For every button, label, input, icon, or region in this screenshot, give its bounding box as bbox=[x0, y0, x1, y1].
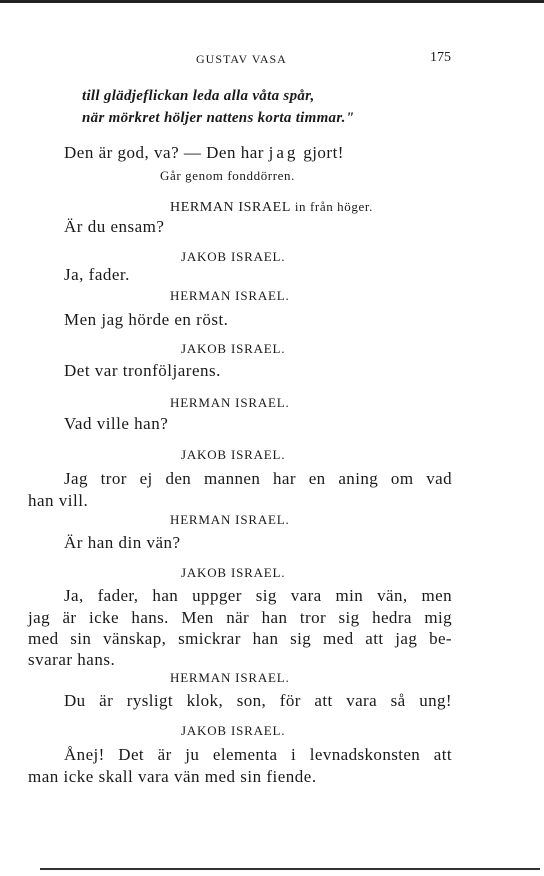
speaker-name: HERMAN ISRAEL. bbox=[170, 288, 290, 303]
speaker-name: HERMAN ISRAEL. bbox=[170, 512, 290, 527]
dialogue-line: Det var tronföljarens. bbox=[64, 361, 221, 380]
top-border bbox=[0, 0, 544, 3]
verse-line-2: när mörkret höljer nattens korta timmar." bbox=[82, 110, 355, 126]
emphasized-word: jag bbox=[268, 143, 299, 162]
dialogue-line: han vill. bbox=[28, 491, 89, 510]
speaker-name: HERMAN ISRAEL. bbox=[170, 670, 290, 685]
page-number: 175 bbox=[430, 50, 451, 65]
stage-direction-text: in från höger. bbox=[294, 199, 373, 214]
speaker-name: HERMAN ISRAEL bbox=[170, 200, 291, 215]
speaker-name: JAKOB ISRAEL. bbox=[181, 447, 286, 462]
speaker-name: JAKOB ISRAEL. bbox=[181, 565, 286, 580]
dialogue-line: Ånej! Det är ju elementa i levnadskonsten att bbox=[64, 745, 452, 764]
dialogue-line: Men jag hörde en röst. bbox=[64, 310, 229, 329]
dialogue-line: jag är icke hans. Men när han tror sig hedra mig bbox=[28, 608, 452, 627]
dialogue-line: Ja, fader, han uppger sig vara min vän, men bbox=[64, 586, 452, 605]
verse-line-1: till glädjeflickan leda alla våta spår, bbox=[82, 88, 315, 104]
dialogue-line: Du är rysligt klok, son, för att vara så ung! bbox=[64, 691, 452, 710]
stage-direction: Går genom fonddörren. bbox=[160, 168, 295, 183]
dialogue-line: man icke skall vara vän med sin fiende. bbox=[28, 767, 317, 786]
dialogue-text: gjort! bbox=[303, 143, 344, 162]
dialogue-line bbox=[64, 143, 344, 163]
dialogue-line: Ja, fader. bbox=[64, 265, 130, 284]
speaker-name: JAKOB ISRAEL. bbox=[181, 249, 286, 264]
speaker-name: JAKOB ISRAEL. bbox=[181, 341, 286, 356]
dialogue-text: Den är god, va? — Den har bbox=[64, 143, 264, 162]
dialogue-line: Vad ville han? bbox=[64, 414, 169, 433]
dialogue-line: Är du ensam? bbox=[64, 217, 165, 236]
speaker-name: HERMAN ISRAEL. bbox=[170, 395, 290, 410]
bottom-border bbox=[40, 868, 540, 870]
dialogue-line: med sin vänskap, smickrar han sig med att jag be- bbox=[28, 629, 452, 648]
speaker-name: JAKOB ISRAEL. bbox=[181, 723, 286, 738]
stage-direction bbox=[170, 199, 373, 216]
dialogue-line: Jag tror ej den mannen har en aning om vad bbox=[64, 469, 452, 488]
dialogue-line: Är han din vän? bbox=[64, 533, 181, 552]
running-header-title: GUSTAV VASA bbox=[196, 52, 287, 66]
dialogue-line: svarar hans. bbox=[28, 650, 116, 669]
